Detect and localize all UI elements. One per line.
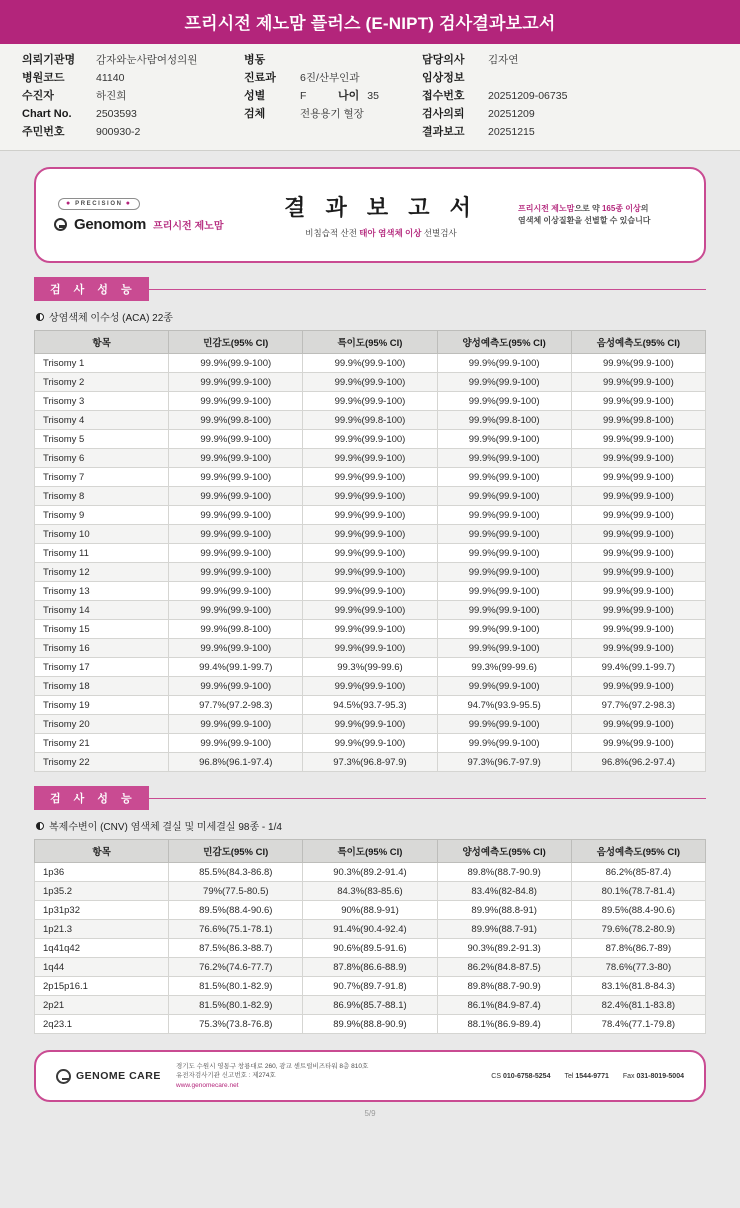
data-cell: 99.9%(99.9-100) (169, 601, 303, 620)
data-cell: 96.8%(96.1-97.4) (169, 753, 303, 772)
section-tag: 검 사 성 능 (34, 277, 149, 301)
info-row-sex-age (244, 89, 422, 103)
table-row (35, 411, 706, 430)
row-label-cell: Trisomy 4 (35, 411, 169, 430)
info-row (22, 89, 244, 103)
report-header-card (34, 167, 706, 263)
column-header: 양성예측도(95% CI) (437, 840, 571, 863)
data-cell: 86.1%(84.9-87.4) (437, 996, 571, 1015)
data-cell: 90.6%(89.5-91.6) (303, 939, 437, 958)
table-row (35, 354, 706, 373)
section-subtitle (36, 309, 706, 324)
data-cell: 99.9%(99.9-100) (169, 430, 303, 449)
section-aca-performance (34, 277, 706, 772)
data-cell: 99.9%(99.9-100) (571, 620, 705, 639)
data-cell: 99.9%(99.9-100) (303, 506, 437, 525)
data-cell: 89.9%(88.7-91) (437, 920, 571, 939)
data-cell: 99.9%(99.9-100) (169, 639, 303, 658)
info-row (244, 107, 422, 121)
info-row (422, 125, 702, 139)
row-label-cell: Trisomy 22 (35, 753, 169, 772)
data-cell: 99.9%(99.9-100) (571, 601, 705, 620)
table-row (35, 487, 706, 506)
table-row (35, 677, 706, 696)
genome-care-logo-text: GENOME CARE (76, 1070, 161, 1082)
info-label: 진료과 (244, 72, 276, 84)
data-cell: 99.9%(99.8-100) (303, 411, 437, 430)
data-cell: 89.9%(88.8-90.9) (303, 1015, 437, 1034)
data-cell: 82.4%(81.1-83.8) (571, 996, 705, 1015)
info-label: Chart No. (22, 108, 72, 120)
logo-row (54, 216, 244, 233)
info-row (22, 71, 244, 85)
genomom-logo-icon (54, 218, 67, 231)
info-row (422, 107, 702, 121)
table-row (35, 525, 706, 544)
table-row (35, 563, 706, 582)
info-row (22, 125, 244, 139)
table-row (35, 392, 706, 411)
brand-name: Genomom (74, 215, 147, 233)
data-cell: 99.9%(99.9-100) (571, 354, 705, 373)
section-header (34, 277, 706, 301)
table-row (35, 373, 706, 392)
data-cell: 96.8%(96.2-97.4) (571, 753, 705, 772)
patient-info-column-2 (244, 53, 422, 139)
patient-info-panel (0, 44, 740, 151)
data-cell: 86.2%(84.8-87.5) (437, 958, 571, 977)
data-cell: 99.9%(99.9-100) (303, 620, 437, 639)
column-header: 양성예측도(95% CI) (437, 331, 571, 354)
data-cell: 99.9%(99.9-100) (303, 677, 437, 696)
section-subtitle-text: 상염색체 이수성 (ACA) 22종 (49, 313, 173, 324)
contact-fax: Fax 031-8019-5004 (622, 1072, 684, 1080)
info-row (244, 71, 422, 85)
website-link[interactable]: www.genomecare.net (176, 1081, 239, 1089)
footer-address: 경기도 수원시 영통구 창룡대로 260, 광교 센트럴비즈타워 8층 810호 유전자검사기관 신고번호 : 제274호 www.genomecare.net (176, 1062, 491, 1091)
info-label: 주민번호 (22, 126, 65, 138)
data-cell: 99.9%(99.9-100) (169, 715, 303, 734)
table-row (35, 544, 706, 563)
report-title-bar (0, 0, 740, 44)
data-cell: 99.9%(99.9-100) (303, 430, 437, 449)
row-label-cell: Trisomy 21 (35, 734, 169, 753)
data-cell: 99.9%(99.9-100) (437, 601, 571, 620)
row-label-cell: Trisomy 5 (35, 430, 169, 449)
data-cell: 99.9%(99.9-100) (571, 734, 705, 753)
data-cell: 99.4%(99.1-99.7) (169, 658, 303, 677)
info-label: 담당의사 (422, 54, 465, 66)
data-cell: 91.4%(90.4-92.4) (303, 920, 437, 939)
row-label-cell: 1p36 (35, 863, 169, 882)
row-label-cell: Trisomy 18 (35, 677, 169, 696)
row-label-cell: 1q41q42 (35, 939, 169, 958)
row-label-cell: Trisomy 17 (35, 658, 169, 677)
table-header-row (35, 840, 706, 863)
data-cell: 99.9%(99.9-100) (303, 544, 437, 563)
info-label: 접수번호 (422, 90, 465, 102)
data-cell: 99.9%(99.9-100) (571, 487, 705, 506)
column-header: 민감도(95% CI) (169, 840, 303, 863)
table-row (35, 582, 706, 601)
row-label-cell: Trisomy 13 (35, 582, 169, 601)
precision-badge: ● PRECISION ● (58, 198, 140, 210)
data-cell: 99.9%(99.9-100) (169, 449, 303, 468)
data-cell: 99.9%(99.9-100) (303, 734, 437, 753)
row-label-cell: 2p15p16.1 (35, 977, 169, 996)
row-label-cell: Trisomy 6 (35, 449, 169, 468)
info-value: 20251209 (488, 108, 535, 120)
data-cell: 99.9%(99.9-100) (303, 392, 437, 411)
cnv-table-body (35, 863, 706, 1034)
data-cell: 99.9%(99.9-100) (169, 373, 303, 392)
data-cell: 99.9%(99.9-100) (571, 430, 705, 449)
info-label: 검체 (244, 108, 266, 120)
row-label-cell: Trisomy 1 (35, 354, 169, 373)
info-label: 임상정보 (422, 72, 465, 84)
data-cell: 78.6%(77.3-80) (571, 958, 705, 977)
data-cell: 99.9%(99.9-100) (571, 525, 705, 544)
info-label: 수진자 (22, 90, 54, 102)
data-cell: 99.4%(99.1-99.7) (571, 658, 705, 677)
data-cell: 99.9%(99.9-100) (571, 639, 705, 658)
row-label-cell: Trisomy 11 (35, 544, 169, 563)
data-cell: 83.4%(82-84.8) (437, 882, 571, 901)
table-row (35, 620, 706, 639)
data-cell: 99.9%(99.9-100) (437, 373, 571, 392)
info-label: 병동 (244, 54, 266, 66)
patient-info-column-1 (22, 53, 244, 139)
table-row (35, 506, 706, 525)
table-row (35, 920, 706, 939)
table-row (35, 734, 706, 753)
table-row (35, 601, 706, 620)
data-cell: 99.9%(99.9-100) (169, 468, 303, 487)
brand-name-korean: 프리시전 제노맘 (153, 220, 224, 232)
info-label: 의뢰기관명 (22, 54, 76, 66)
report-card-title: 결 과 보 고 서 (284, 195, 478, 220)
table-row (35, 958, 706, 977)
info-value: F (300, 90, 307, 102)
data-cell: 99.9%(99.9-100) (571, 506, 705, 525)
section-subtitle (36, 818, 706, 833)
info-row (22, 107, 244, 121)
data-cell: 99.9%(99.9-100) (169, 544, 303, 563)
data-cell: 94.5%(93.7-95.3) (303, 696, 437, 715)
data-cell: 99.9%(99.9-100) (437, 620, 571, 639)
column-header: 항목 (35, 840, 169, 863)
data-cell: 87.8%(86.7-89) (571, 939, 705, 958)
cnv-performance-table (34, 839, 706, 1034)
row-label-cell: Trisomy 14 (35, 601, 169, 620)
section-subtitle-text: 복제수변이 (CNV) 염색체 결실 및 미세결실 98종 - 1/4 (49, 822, 282, 833)
section-tag: 검 사 성 능 (34, 786, 149, 810)
column-header: 항목 (35, 331, 169, 354)
aca-performance-table (34, 330, 706, 772)
data-cell: 89.8%(88.7-90.9) (437, 977, 571, 996)
row-label-cell: 2q23.1 (35, 1015, 169, 1034)
data-cell: 75.3%(73.8-76.8) (169, 1015, 303, 1034)
data-cell: 81.5%(80.1-82.9) (169, 996, 303, 1015)
data-cell: 86.9%(85.7-88.1) (303, 996, 437, 1015)
info-label: 결과보고 (422, 126, 465, 138)
table-row (35, 1015, 706, 1034)
data-cell: 97.3%(96.8-97.9) (303, 753, 437, 772)
data-cell: 90.3%(89.2-91.3) (437, 939, 571, 958)
data-cell: 90.3%(89.2-91.4) (303, 863, 437, 882)
data-cell: 99.9%(99.9-100) (303, 468, 437, 487)
data-cell: 99.9%(99.9-100) (303, 639, 437, 658)
data-cell: 99.9%(99.8-100) (571, 411, 705, 430)
data-cell: 99.9%(99.9-100) (571, 563, 705, 582)
info-value: 20251215 (488, 126, 535, 138)
data-cell: 99.9%(99.9-100) (169, 677, 303, 696)
info-value: 감자와눈사람여성의원 (96, 54, 198, 66)
report-card-note: 프리시전 제노맘으로 약 165종 이상의 염색체 이상질환을 선별할 수 있습니다 (518, 204, 651, 225)
contact-tel: Tel 1544-9771 (564, 1072, 609, 1080)
page-title: 프리시전 제노맘 플러스 (E-NIPT) 검사결과보고서 (184, 14, 556, 33)
data-cell: 99.9%(99.9-100) (303, 373, 437, 392)
table-row (35, 696, 706, 715)
data-cell: 99.9%(99.9-100) (571, 373, 705, 392)
data-cell: 99.9%(99.9-100) (437, 430, 571, 449)
table-row (35, 715, 706, 734)
data-cell: 99.9%(99.9-100) (437, 506, 571, 525)
row-label-cell: Trisomy 15 (35, 620, 169, 639)
table-row (35, 882, 706, 901)
patient-info-column-3 (422, 53, 702, 139)
data-cell: 83.1%(81.8-84.3) (571, 977, 705, 996)
row-label-cell: Trisomy 2 (35, 373, 169, 392)
data-cell: 99.9%(99.9-100) (303, 715, 437, 734)
dot-icon: ● (66, 200, 72, 208)
data-cell: 89.9%(88.8-91) (437, 901, 571, 920)
data-cell: 99.9%(99.9-100) (437, 525, 571, 544)
age-value: 35 (367, 90, 379, 102)
row-label-cell: Trisomy 9 (35, 506, 169, 525)
section-cnv-performance (34, 786, 706, 1034)
table-row (35, 939, 706, 958)
data-cell: 99.9%(99.9-100) (437, 487, 571, 506)
data-cell: 99.9%(99.9-100) (437, 563, 571, 582)
table-row (35, 430, 706, 449)
footer-contacts (491, 1073, 684, 1080)
data-cell: 99.9%(99.9-100) (303, 525, 437, 544)
column-header: 특이도(95% CI) (303, 331, 437, 354)
data-cell: 79%(77.5-80.5) (169, 882, 303, 901)
data-cell: 78.4%(77.1-79.8) (571, 1015, 705, 1034)
column-header: 특이도(95% CI) (303, 840, 437, 863)
info-row (422, 89, 702, 103)
data-cell: 99.9%(99.9-100) (437, 449, 571, 468)
table-row (35, 639, 706, 658)
data-cell: 99.9%(99.9-100) (303, 563, 437, 582)
age-label: 나이 (338, 90, 360, 102)
info-value: 6진/산부인과 (300, 72, 360, 84)
data-cell: 99.9%(99.9-100) (169, 734, 303, 753)
data-cell: 99.9%(99.9-100) (437, 544, 571, 563)
row-label-cell: Trisomy 16 (35, 639, 169, 658)
data-cell: 99.9%(99.9-100) (437, 354, 571, 373)
data-cell: 86.2%(85-87.4) (571, 863, 705, 882)
data-cell: 87.8%(86.6-88.9) (303, 958, 437, 977)
data-cell: 89.5%(88.4-90.6) (571, 901, 705, 920)
row-label-cell: Trisomy 7 (35, 468, 169, 487)
half-circle-bullet-icon (36, 822, 44, 830)
data-cell: 76.6%(75.1-78.1) (169, 920, 303, 939)
info-row (422, 71, 702, 85)
data-cell: 87.5%(86.3-88.7) (169, 939, 303, 958)
data-cell: 97.7%(97.2-98.3) (169, 696, 303, 715)
info-value: 김자연 (488, 54, 519, 66)
row-label-cell: 2p21 (35, 996, 169, 1015)
row-label-cell: 1q44 (35, 958, 169, 977)
data-cell: 99.9%(99.9-100) (437, 715, 571, 734)
data-cell: 99.3%(99-99.6) (303, 658, 437, 677)
row-label-cell: 1p35.2 (35, 882, 169, 901)
section-rule (149, 289, 706, 290)
table-row (35, 753, 706, 772)
table-row (35, 901, 706, 920)
data-cell: 89.8%(88.7-90.9) (437, 863, 571, 882)
data-cell: 76.2%(74.6-77.7) (169, 958, 303, 977)
footer-card (34, 1050, 706, 1102)
info-row (422, 53, 702, 67)
contact-cs: CS 010-6758-5254 (491, 1072, 551, 1080)
data-cell: 99.9%(99.9-100) (437, 468, 571, 487)
dot-icon: ● (125, 200, 132, 208)
info-label: 병원코드 (22, 72, 65, 84)
section-header (34, 786, 706, 810)
info-value: 900930-2 (96, 126, 141, 138)
data-cell: 99.9%(99.9-100) (437, 734, 571, 753)
data-cell: 85.5%(84.3-86.8) (169, 863, 303, 882)
data-cell: 99.9%(99.9-100) (571, 544, 705, 563)
data-cell: 90.7%(89.7-91.8) (303, 977, 437, 996)
info-value: 2503593 (96, 108, 137, 120)
section-rule (149, 798, 706, 799)
row-label-cell: Trisomy 10 (35, 525, 169, 544)
column-header: 음성예측도(95% CI) (571, 840, 705, 863)
info-row (22, 53, 244, 67)
data-cell: 89.5%(88.4-90.6) (169, 901, 303, 920)
data-cell: 80.1%(78.7-81.4) (571, 882, 705, 901)
table-row (35, 658, 706, 677)
table-row (35, 977, 706, 996)
info-label: 검사의뢰 (422, 108, 465, 120)
data-cell: 99.9%(99.9-100) (169, 506, 303, 525)
data-cell: 99.9%(99.9-100) (437, 639, 571, 658)
data-cell: 97.3%(96.7-97.9) (437, 753, 571, 772)
report-card-subtitle: 비침습적 산전 태아 염색체 이상 선별검사 (305, 228, 457, 238)
data-cell: 99.9%(99.9-100) (437, 677, 571, 696)
row-label-cell: Trisomy 3 (35, 392, 169, 411)
info-label: 성별 (244, 90, 266, 102)
data-cell: 99.9%(99.9-100) (571, 468, 705, 487)
genome-care-logo-icon (56, 1069, 71, 1084)
data-cell: 94.7%(93.9-95.5) (437, 696, 571, 715)
data-cell: 99.9%(99.9-100) (303, 582, 437, 601)
report-card-center (244, 191, 518, 239)
aca-table-body (35, 354, 706, 772)
page-number: 5/9 (364, 1109, 376, 1118)
row-label-cell: Trisomy 12 (35, 563, 169, 582)
row-label-cell: Trisomy 8 (35, 487, 169, 506)
data-cell: 97.7%(97.2-98.3) (571, 696, 705, 715)
data-cell: 99.9%(99.9-100) (303, 601, 437, 620)
table-header-row (35, 331, 706, 354)
table-row (35, 863, 706, 882)
data-cell: 99.9%(99.9-100) (571, 715, 705, 734)
row-label-cell: 1p21.3 (35, 920, 169, 939)
data-cell: 99.9%(99.9-100) (571, 449, 705, 468)
data-cell: 99.9%(99.8-100) (169, 411, 303, 430)
data-cell: 99.9%(99.9-100) (437, 392, 571, 411)
data-cell: 90%(88.9-91) (303, 901, 437, 920)
data-cell: 99.9%(99.9-100) (169, 525, 303, 544)
info-value: 하진희 (96, 90, 127, 102)
data-cell: 99.9%(99.9-100) (169, 563, 303, 582)
row-label-cell: 1p31p32 (35, 901, 169, 920)
data-cell: 99.9%(99.8-100) (437, 411, 571, 430)
data-cell: 99.3%(99-99.6) (437, 658, 571, 677)
data-cell: 99.9%(99.9-100) (169, 392, 303, 411)
table-row (35, 468, 706, 487)
info-value: 20251209-06735 (488, 90, 568, 102)
genome-care-logo (56, 1069, 176, 1084)
data-cell: 99.9%(99.9-100) (571, 582, 705, 601)
info-row (244, 53, 422, 67)
data-cell: 99.9%(99.9-100) (303, 487, 437, 506)
table-row (35, 449, 706, 468)
data-cell: 99.9%(99.8-100) (169, 620, 303, 639)
data-cell: 81.5%(80.1-82.9) (169, 977, 303, 996)
column-header: 음성예측도(95% CI) (571, 331, 705, 354)
data-cell: 99.9%(99.9-100) (437, 582, 571, 601)
data-cell: 99.9%(99.9-100) (169, 354, 303, 373)
data-cell: 88.1%(86.9-89.4) (437, 1015, 571, 1034)
half-circle-bullet-icon (36, 313, 44, 321)
data-cell: 84.3%(83-85.6) (303, 882, 437, 901)
table-row (35, 996, 706, 1015)
row-label-cell: Trisomy 19 (35, 696, 169, 715)
data-cell: 79.6%(78.2-80.9) (571, 920, 705, 939)
row-label-cell: Trisomy 20 (35, 715, 169, 734)
data-cell: 99.9%(99.9-100) (169, 582, 303, 601)
info-value: 전용용기 혈장 (300, 108, 364, 120)
data-cell: 99.9%(99.9-100) (571, 392, 705, 411)
data-cell: 99.9%(99.9-100) (303, 449, 437, 468)
info-value: 41140 (96, 72, 125, 84)
data-cell: 99.9%(99.9-100) (571, 677, 705, 696)
column-header: 민감도(95% CI) (169, 331, 303, 354)
data-cell: 99.9%(99.9-100) (303, 354, 437, 373)
data-cell: 99.9%(99.9-100) (169, 487, 303, 506)
brand-logo-block (54, 197, 244, 233)
